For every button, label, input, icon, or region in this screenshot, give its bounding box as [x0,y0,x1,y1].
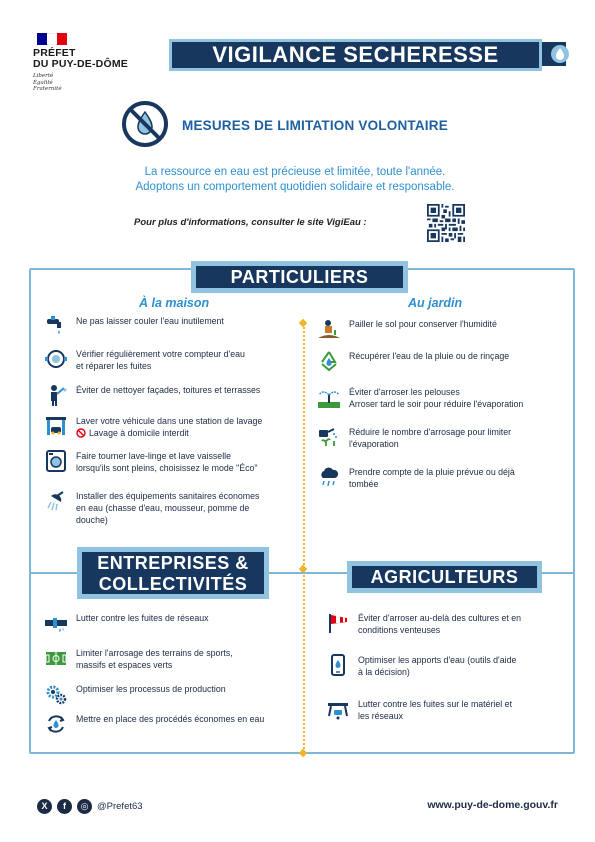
agriculteurs-item [327,654,516,678]
item-text: Vérifier régulièrement votre compteur d'eau [76,349,245,359]
subtitle: MESURES DE LIMITATION VOLONTAIRE [182,118,448,133]
main-title: VIGILANCE SECHERESSE [169,39,542,71]
entreprises-title-line: ENTREPRISES & [97,553,249,573]
item-text: Limiter l'arrosage des terrains de sports, [76,648,233,658]
item-text: Arroser tard le soir pour réduire l'évaporation [349,399,524,409]
windsock-icon [327,612,349,634]
lawn-sprinkler-icon [318,386,340,408]
maison-item [45,450,258,474]
drop-badge-icon [542,40,572,68]
item-text: Installer des équipements sanitaires économes [76,491,260,501]
item-text: Optimiser les apports d'eau (outils d'aide [358,655,517,665]
column-divider [303,324,305,756]
item-text: tombée [349,479,379,489]
jardin-item [318,386,523,410]
facebook-icon[interactable]: f [57,799,72,814]
maison-item [45,384,260,406]
watering-plants-icon [318,426,340,448]
item-text: Laver votre véhicule dans une station de lavage [76,416,263,426]
jardin-item [318,318,497,340]
item-text: Ne pas laisser couler l'eau inutilement [76,316,224,326]
item-text: Récupérer l'eau de la pluie ou de rinçage [349,351,510,361]
item-text: Prendre compte de la pluie prévue ou déjà [349,467,515,477]
forbidden-icon [76,428,86,438]
item-text: Lutter contre les fuites de réseaux [76,613,209,623]
intro-line: La ressource en eau est précieuse et limitée, toute l'année. [144,166,446,178]
item-text: Mettre en place des procédés économes en eau [76,714,265,724]
house-cleaning-icon [45,384,67,406]
motto-line: Égalité [33,79,53,86]
jardin-item [318,350,509,372]
maison-heading: À la maison [139,296,210,310]
qr-code-icon[interactable] [427,204,465,242]
item-text: Éviter d'arroser au-delà des cultures et en [358,613,522,623]
item-text: Éviter d'arroser les pelouses [349,387,460,397]
item-text: l'évaporation [349,439,399,449]
entreprises-title [77,547,269,599]
item-text: Optimiser les processus de production [76,684,226,694]
website-link[interactable]: www.puy-de-dome.gouv.fr [427,799,558,811]
agriculteurs-item [327,612,521,636]
intro-line: Adoptons un comportement quotidien solidaire et responsable. [135,181,455,193]
gears-icon [45,683,67,705]
item-note: Lavage à domicile interdit [89,428,189,438]
entreprises-item [45,683,226,705]
entreprises-item [45,647,233,671]
item-text: conditions venteuses [358,625,441,635]
jardin-item [318,426,511,450]
mulching-icon [318,318,340,340]
recycle-water-icon [318,350,340,372]
motto-line: Liberté [33,73,54,79]
intro-text [60,165,530,195]
entreprises-item [45,713,264,735]
agriculteurs-title: AGRICULTEURS [347,561,542,593]
social-handle[interactable]: @Prefet63 [97,801,143,812]
faucet-icon [45,315,67,337]
rain-cloud-icon [318,466,340,488]
item-text: Lutter contre les fuites sur le matériel et [358,699,513,709]
jardin-heading: Au jardin [408,296,463,310]
irrigation-equipment-icon [327,698,349,720]
maison-item [45,415,262,439]
republic-motto [33,73,62,93]
item-text: douche) [76,515,108,525]
eco-cycle-icon [45,713,67,735]
agriculteurs-item [327,698,512,722]
more-info-text: Pour plus d'informations, consulter le site VigiEau : [134,217,367,228]
prefecture-name [33,48,128,70]
particuliers-title: PARTICULIERS [191,261,408,293]
smartphone-drop-icon [327,654,349,676]
washing-machine-icon [45,450,67,472]
sports-field-icon [45,647,67,669]
item-text: Réduire le nombre d'arrosage pour limiter [349,427,512,437]
no-water-icon [121,100,169,148]
item-text: en eau (chasse d'eau, mousseur, pomme de [76,503,250,513]
item-text: massifs et espaces verts [76,660,173,670]
maison-item [45,490,259,526]
entreprises-item [45,612,209,634]
item-text: et réparer les fuites [76,361,152,371]
shower-head-icon [45,490,67,512]
item-text: lorsqu'ils sont pleins, choisissez le mode "Éco" [76,463,258,473]
car-wash-icon [45,415,67,437]
republic-flag-icon [37,33,67,45]
pipe-leak-icon [45,612,67,634]
item-text: Pailler le sol pour conserver l'humidité [349,319,497,329]
water-meter-icon [45,348,67,370]
item-text: les réseaux [358,711,403,721]
instagram-icon[interactable]: ◎ [77,799,92,814]
maison-item [45,315,224,337]
item-text: Faire tourner lave-linge et lave vaisselle [76,451,231,461]
prefecture-line: PRÉFET [33,47,76,59]
maison-item [45,348,245,372]
motto-line: Fraternité [33,86,62,92]
entreprises-title-line: COLLECTIVITÉS [98,574,248,594]
jardin-item [318,466,515,490]
x-twitter-icon[interactable]: X [37,799,52,814]
item-text: Éviter de nettoyer façades, toitures et terrasses [76,385,261,395]
prefecture-line: DU PUY-DE-DÔME [33,58,128,70]
item-text: à la décision) [358,667,410,677]
